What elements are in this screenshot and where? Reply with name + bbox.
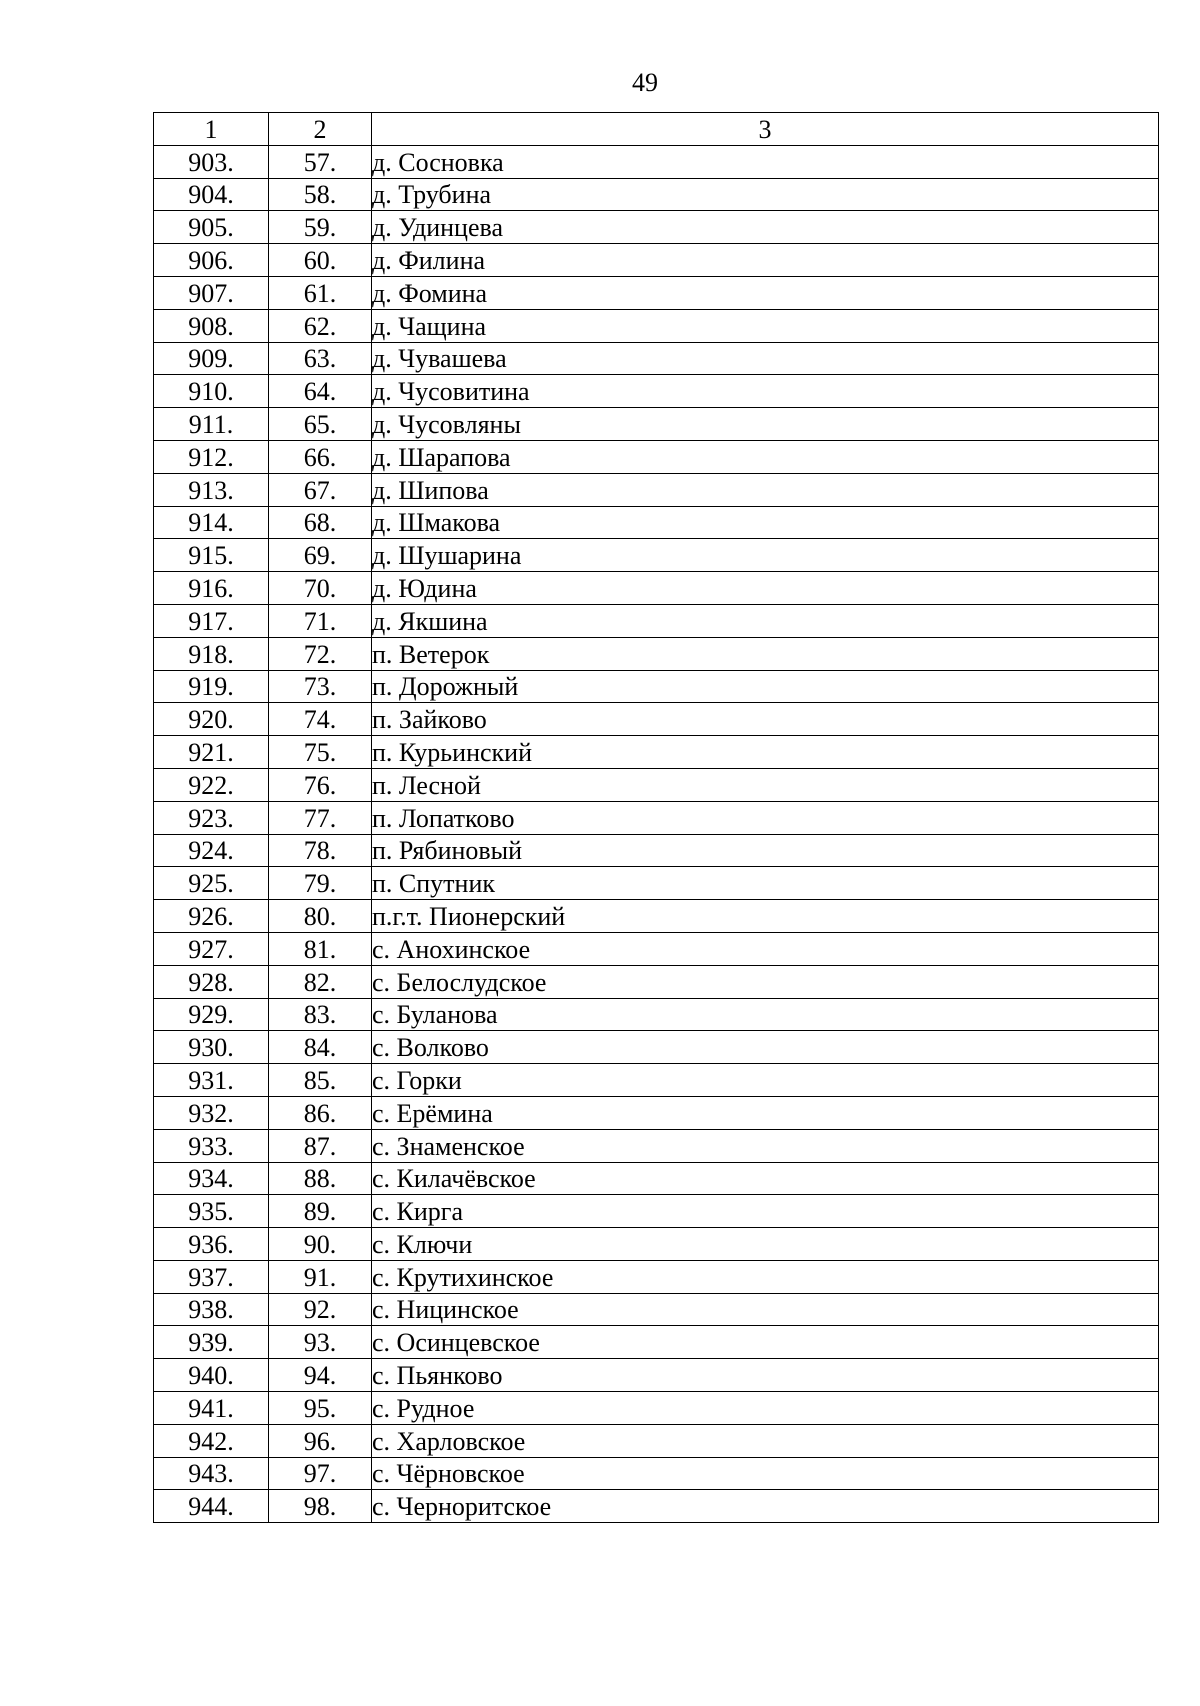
table-row bbox=[154, 1228, 1159, 1261]
row-number-cell: 923. bbox=[154, 801, 269, 834]
table-header bbox=[154, 113, 1159, 146]
sub-number-cell: 67. bbox=[269, 473, 372, 506]
sub-number-cell: 73. bbox=[269, 670, 372, 703]
sub-number-cell: 91. bbox=[269, 1260, 372, 1293]
settlement-name-cell: с. Ключи bbox=[372, 1228, 1159, 1261]
table-row bbox=[154, 867, 1159, 900]
row-number-cell: 904. bbox=[154, 178, 269, 211]
row-number-cell: 935. bbox=[154, 1195, 269, 1228]
sub-number-cell: 74. bbox=[269, 703, 372, 736]
settlement-name-cell: п. Лесной bbox=[372, 768, 1159, 801]
sub-number-cell: 92. bbox=[269, 1293, 372, 1326]
table-row bbox=[154, 900, 1159, 933]
settlement-name-cell: с. Ницинское bbox=[372, 1293, 1159, 1326]
settlement-name-cell: д. Чусовитина bbox=[372, 375, 1159, 408]
table-row bbox=[154, 1064, 1159, 1097]
header-row bbox=[154, 113, 1159, 146]
row-number-cell: 927. bbox=[154, 932, 269, 965]
sub-number-cell: 85. bbox=[269, 1064, 372, 1097]
sub-number-cell: 58. bbox=[269, 178, 372, 211]
row-number-cell: 911. bbox=[154, 408, 269, 441]
settlement-name-cell: д. Шмакова bbox=[372, 506, 1159, 539]
table-row bbox=[154, 572, 1159, 605]
table-row bbox=[154, 768, 1159, 801]
row-number-cell: 913. bbox=[154, 473, 269, 506]
table-row bbox=[154, 211, 1159, 244]
settlement-name-cell: п. Зайково bbox=[372, 703, 1159, 736]
table-row bbox=[154, 440, 1159, 473]
table-row bbox=[154, 178, 1159, 211]
row-number-cell: 907. bbox=[154, 276, 269, 309]
sub-number-cell: 81. bbox=[269, 932, 372, 965]
table-row bbox=[154, 1129, 1159, 1162]
table-row bbox=[154, 1424, 1159, 1457]
row-number-cell: 941. bbox=[154, 1392, 269, 1425]
row-number-cell: 920. bbox=[154, 703, 269, 736]
table-row bbox=[154, 375, 1159, 408]
table-row bbox=[154, 637, 1159, 670]
table-row bbox=[154, 473, 1159, 506]
table-row bbox=[154, 1490, 1159, 1523]
row-number-cell: 912. bbox=[154, 440, 269, 473]
row-number-cell: 939. bbox=[154, 1326, 269, 1359]
row-number-cell: 916. bbox=[154, 572, 269, 605]
table-body bbox=[154, 145, 1159, 1522]
settlement-name-cell: п. Рябиновый bbox=[372, 834, 1159, 867]
settlement-name-cell: д. Юдина bbox=[372, 572, 1159, 605]
row-number-cell: 934. bbox=[154, 1162, 269, 1195]
table-row bbox=[154, 736, 1159, 769]
sub-number-cell: 77. bbox=[269, 801, 372, 834]
row-number-cell: 940. bbox=[154, 1359, 269, 1392]
sub-number-cell: 96. bbox=[269, 1424, 372, 1457]
sub-number-cell: 72. bbox=[269, 637, 372, 670]
column-header-1: 1 bbox=[154, 113, 269, 146]
row-number-cell: 926. bbox=[154, 900, 269, 933]
row-number-cell: 919. bbox=[154, 670, 269, 703]
table-row bbox=[154, 539, 1159, 572]
table-row bbox=[154, 506, 1159, 539]
row-number-cell: 933. bbox=[154, 1129, 269, 1162]
row-number-cell: 918. bbox=[154, 637, 269, 670]
sub-number-cell: 71. bbox=[269, 604, 372, 637]
settlement-name-cell: д. Фомина bbox=[372, 276, 1159, 309]
row-number-cell: 914. bbox=[154, 506, 269, 539]
row-number-cell: 906. bbox=[154, 244, 269, 277]
sub-number-cell: 83. bbox=[269, 998, 372, 1031]
row-number-cell: 938. bbox=[154, 1293, 269, 1326]
settlement-name-cell: п. Спутник bbox=[372, 867, 1159, 900]
table-row bbox=[154, 1293, 1159, 1326]
settlement-name-cell: с. Осинцевское bbox=[372, 1326, 1159, 1359]
sub-number-cell: 86. bbox=[269, 1096, 372, 1129]
settlement-name-cell: с. Рудное bbox=[372, 1392, 1159, 1425]
sub-number-cell: 76. bbox=[269, 768, 372, 801]
table-row bbox=[154, 408, 1159, 441]
settlement-name-cell: с. Крутихинское bbox=[372, 1260, 1159, 1293]
table-row bbox=[154, 932, 1159, 965]
table-row bbox=[154, 1031, 1159, 1064]
row-number-cell: 943. bbox=[154, 1457, 269, 1490]
column-header-3: 3 bbox=[372, 113, 1159, 146]
row-number-cell: 932. bbox=[154, 1096, 269, 1129]
settlement-name-cell: с. Чёрновское bbox=[372, 1457, 1159, 1490]
settlements-table bbox=[153, 112, 1159, 1523]
sub-number-cell: 89. bbox=[269, 1195, 372, 1228]
table-row bbox=[154, 604, 1159, 637]
sub-number-cell: 79. bbox=[269, 867, 372, 900]
table-row bbox=[154, 309, 1159, 342]
table-row bbox=[154, 244, 1159, 277]
row-number-cell: 921. bbox=[154, 736, 269, 769]
settlement-name-cell: д. Шипова bbox=[372, 473, 1159, 506]
table-row bbox=[154, 1162, 1159, 1195]
settlement-name-cell: д. Шарапова bbox=[372, 440, 1159, 473]
settlement-name-cell: с. Белослудское bbox=[372, 965, 1159, 998]
settlement-name-cell: д. Якшина bbox=[372, 604, 1159, 637]
row-number-cell: 917. bbox=[154, 604, 269, 637]
settlement-name-cell: д. Филина bbox=[372, 244, 1159, 277]
row-number-cell: 928. bbox=[154, 965, 269, 998]
table-row bbox=[154, 670, 1159, 703]
settlement-name-cell: с. Пьянково bbox=[372, 1359, 1159, 1392]
row-number-cell: 910. bbox=[154, 375, 269, 408]
settlement-name-cell: с. Знаменское bbox=[372, 1129, 1159, 1162]
settlement-name-cell: с. Волково bbox=[372, 1031, 1159, 1064]
row-number-cell: 915. bbox=[154, 539, 269, 572]
sub-number-cell: 88. bbox=[269, 1162, 372, 1195]
sub-number-cell: 87. bbox=[269, 1129, 372, 1162]
sub-number-cell: 68. bbox=[269, 506, 372, 539]
table-row bbox=[154, 1195, 1159, 1228]
settlement-name-cell: с. Килачёвское bbox=[372, 1162, 1159, 1195]
row-number-cell: 944. bbox=[154, 1490, 269, 1523]
table-row bbox=[154, 998, 1159, 1031]
row-number-cell: 936. bbox=[154, 1228, 269, 1261]
row-number-cell: 908. bbox=[154, 309, 269, 342]
table-row bbox=[154, 1392, 1159, 1425]
table-row bbox=[154, 276, 1159, 309]
sub-number-cell: 95. bbox=[269, 1392, 372, 1425]
sub-number-cell: 65. bbox=[269, 408, 372, 441]
row-number-cell: 931. bbox=[154, 1064, 269, 1097]
column-header-2: 2 bbox=[269, 113, 372, 146]
table-row bbox=[154, 1096, 1159, 1129]
sub-number-cell: 60. bbox=[269, 244, 372, 277]
sub-number-cell: 97. bbox=[269, 1457, 372, 1490]
sub-number-cell: 84. bbox=[269, 1031, 372, 1064]
sub-number-cell: 80. bbox=[269, 900, 372, 933]
table-row bbox=[154, 1359, 1159, 1392]
sub-number-cell: 64. bbox=[269, 375, 372, 408]
table-row bbox=[154, 145, 1159, 178]
settlement-name-cell: с. Черноритское bbox=[372, 1490, 1159, 1523]
table-row bbox=[154, 801, 1159, 834]
settlement-name-cell: п. Дорожный bbox=[372, 670, 1159, 703]
table-row bbox=[154, 1326, 1159, 1359]
settlement-name-cell: д. Сосновка bbox=[372, 145, 1159, 178]
table-row bbox=[154, 965, 1159, 998]
sub-number-cell: 94. bbox=[269, 1359, 372, 1392]
sub-number-cell: 82. bbox=[269, 965, 372, 998]
sub-number-cell: 98. bbox=[269, 1490, 372, 1523]
sub-number-cell: 69. bbox=[269, 539, 372, 572]
row-number-cell: 922. bbox=[154, 768, 269, 801]
sub-number-cell: 90. bbox=[269, 1228, 372, 1261]
settlement-name-cell: д. Трубина bbox=[372, 178, 1159, 211]
settlement-name-cell: д. Чувашева bbox=[372, 342, 1159, 375]
table-row bbox=[154, 834, 1159, 867]
settlement-name-cell: с. Харловское bbox=[372, 1424, 1159, 1457]
settlement-name-cell: д. Удинцева bbox=[372, 211, 1159, 244]
settlement-name-cell: п. Лопатково bbox=[372, 801, 1159, 834]
sub-number-cell: 59. bbox=[269, 211, 372, 244]
sub-number-cell: 63. bbox=[269, 342, 372, 375]
sub-number-cell: 61. bbox=[269, 276, 372, 309]
sub-number-cell: 78. bbox=[269, 834, 372, 867]
table-row bbox=[154, 1457, 1159, 1490]
settlement-name-cell: п.г.т. Пионерский bbox=[372, 900, 1159, 933]
row-number-cell: 937. bbox=[154, 1260, 269, 1293]
row-number-cell: 903. bbox=[154, 145, 269, 178]
settlement-name-cell: с. Буланова bbox=[372, 998, 1159, 1031]
row-number-cell: 930. bbox=[154, 1031, 269, 1064]
settlement-name-cell: с. Горки bbox=[372, 1064, 1159, 1097]
settlement-name-cell: д. Чащина bbox=[372, 309, 1159, 342]
row-number-cell: 909. bbox=[154, 342, 269, 375]
page-number: 49 bbox=[632, 68, 658, 97]
settlement-name-cell: с. Ерёмина bbox=[372, 1096, 1159, 1129]
sub-number-cell: 62. bbox=[269, 309, 372, 342]
sub-number-cell: 66. bbox=[269, 440, 372, 473]
row-number-cell: 905. bbox=[154, 211, 269, 244]
row-number-cell: 924. bbox=[154, 834, 269, 867]
row-number-cell: 929. bbox=[154, 998, 269, 1031]
sub-number-cell: 75. bbox=[269, 736, 372, 769]
table-row bbox=[154, 703, 1159, 736]
sub-number-cell: 70. bbox=[269, 572, 372, 605]
settlement-name-cell: п. Курьинский bbox=[372, 736, 1159, 769]
settlement-name-cell: с. Анохинское bbox=[372, 932, 1159, 965]
settlement-name-cell: с. Кирга bbox=[372, 1195, 1159, 1228]
row-number-cell: 925. bbox=[154, 867, 269, 900]
row-number-cell: 942. bbox=[154, 1424, 269, 1457]
table-row bbox=[154, 1260, 1159, 1293]
sub-number-cell: 57. bbox=[269, 145, 372, 178]
settlement-name-cell: п. Ветерок bbox=[372, 637, 1159, 670]
table-row bbox=[154, 342, 1159, 375]
sub-number-cell: 93. bbox=[269, 1326, 372, 1359]
settlement-name-cell: д. Шушарина bbox=[372, 539, 1159, 572]
settlement-name-cell: д. Чусовляны bbox=[372, 408, 1159, 441]
